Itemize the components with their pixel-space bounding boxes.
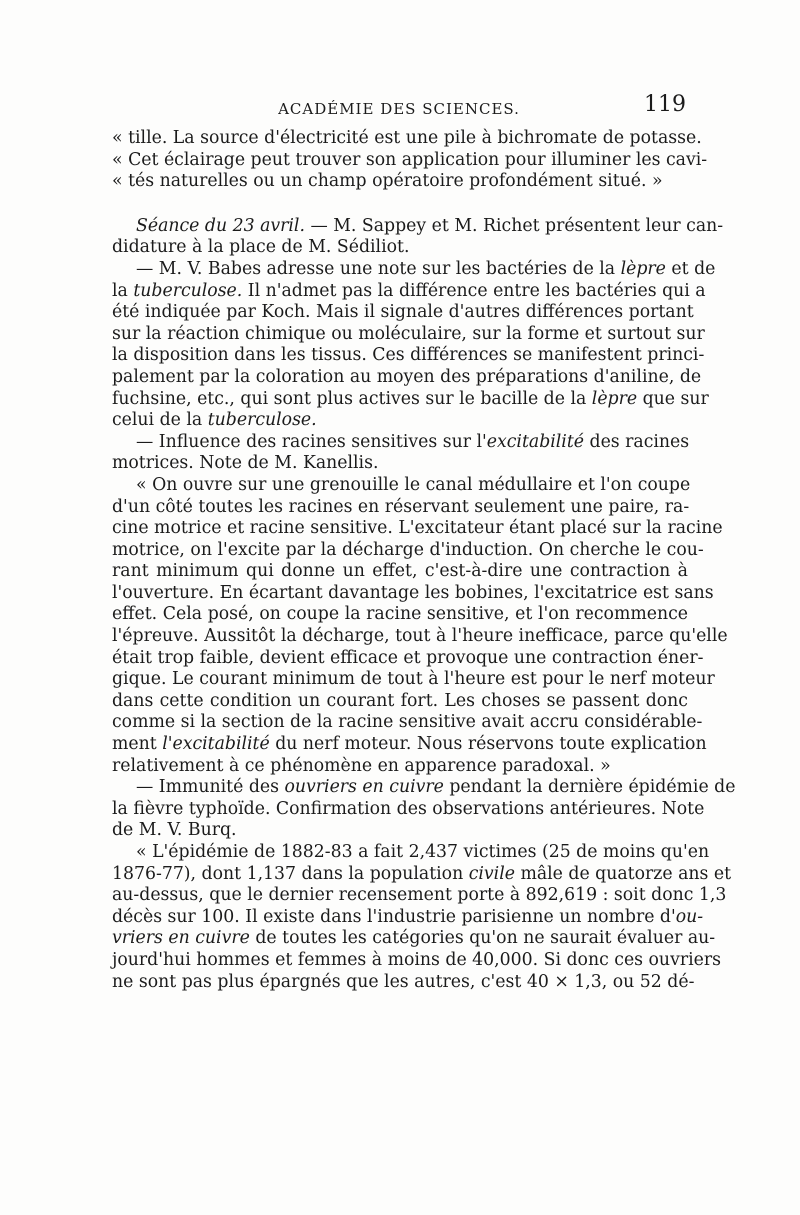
- text-line: l'ouverture. En écartant davantage les bobines, l'excitatrice est sans: [112, 582, 714, 603]
- text-line: [112, 388, 709, 411]
- text-line: était trop faible, devient efficace et provoque une contraction éner-: [112, 647, 704, 668]
- session-date: Séance du 23 avril.: [136, 215, 305, 236]
- text-line: cine motrice et racine sensitive. L'excitateur étant placé sur la racine: [112, 518, 723, 539]
- line-segment: — Influence des racines sensitives sur l': [136, 431, 487, 452]
- text-line: « On ouvre sur une grenouille le canal médullaire et l'on coupe: [136, 474, 691, 495]
- text-line: palement par la coloration au moyen des préparations d'aniline, de: [112, 366, 702, 387]
- text-line: été indiquée par Koch. Mais il signale d'autres différences portant: [112, 302, 694, 323]
- page-number: 119: [644, 92, 686, 117]
- text-line: l'épreuve. Aussitôt la décharge, tout à l'heure inefficace, parce qu'elle: [112, 626, 728, 647]
- body-text: [112, 128, 736, 993]
- text-line: ne sont pas plus épargnés que les autres, c'est 40 × 1,3, ou 52 dé-: [112, 971, 695, 992]
- line-segment: celui de la: [112, 410, 208, 431]
- text-line: dans cette condition un courant fort. Les choses se passent donc: [112, 690, 688, 711]
- italic-term: lèpre: [620, 258, 666, 279]
- line-segment: de toutes les catégories qu'on ne saurait évaluer au-: [249, 928, 716, 949]
- line-segment: la: [112, 280, 134, 301]
- text-line: « tés naturelles ou un champ opératoire profondément situé. »: [112, 171, 663, 192]
- text-line: didature à la place de M. Sédiliot.: [112, 237, 410, 258]
- text-line: au-dessus, que le dernier recensement porte à 892,619 : soit donc 1,3: [112, 885, 727, 906]
- line-segment: du nerf moteur. Nous réservons toute explication: [269, 734, 707, 755]
- text-line: de M. V. Burq.: [112, 820, 237, 841]
- italic-term: lèpre: [591, 388, 638, 409]
- text-line: d'un côté toutes les racines en réservant seulement une paire, ra-: [112, 496, 690, 517]
- italic-term: ou-: [675, 906, 704, 927]
- italic-term: tuberculose.: [133, 280, 243, 301]
- text-line: [112, 258, 716, 281]
- text-line: [112, 777, 736, 799]
- italic-term: excitabilité: [486, 431, 585, 452]
- text-line: [112, 215, 724, 238]
- line-segment: et de: [665, 258, 716, 279]
- text-line: [112, 280, 706, 303]
- line-segment: décès sur 100. Il existe dans l'industrie parisienne un nombre d': [112, 906, 676, 927]
- text-line: « L'épidémie de 1882-83 a fait 2,437 victimes (25 de moins qu'en: [136, 842, 710, 862]
- text-line: la disposition dans les tissus. Ces différences se manifestent princi-: [112, 345, 705, 366]
- line-segment: que sur: [637, 388, 709, 409]
- line-segment: mâle de quatorze ans et: [514, 863, 732, 884]
- line-segment: 1876-77), dont 1,137 dans la population: [112, 863, 469, 884]
- line-segment: — Immunité des: [136, 777, 285, 798]
- text-line: rant minimum qui donne un effet, c'est-à-dire une contraction à: [112, 561, 688, 582]
- text-line: [112, 906, 704, 929]
- text-line: [112, 863, 732, 886]
- line-segment: Il n'admet pas la différence entre les bactéries qui a: [242, 280, 706, 301]
- line-segment: — M. Sappey et M. Richet présentent leur can-: [304, 215, 724, 236]
- text-line: gique. Le courant minimum de tout à l'heure est pour le nerf moteur: [112, 669, 715, 690]
- italic-term: tuberculose.: [207, 410, 317, 431]
- text-line: « Cet éclairage peut trouver son application pour illuminer les cavi-: [112, 149, 708, 170]
- italic-term: l'excitabilité: [162, 734, 270, 755]
- text-line: motrice, on l'excite par la décharge d'induction. On cherche le cou-: [112, 539, 704, 560]
- text-line: « tille. La source d'électricité est une pile à bichromate de potasse.: [112, 128, 702, 148]
- line-segment: des racines: [584, 431, 690, 452]
- text-line: [112, 432, 688, 454]
- paragraph-gap: [112, 193, 688, 216]
- text-line: [112, 928, 716, 950]
- running-head: ACADÉMIE DES SCIENCES.: [278, 100, 520, 118]
- text-line: jourd'hui hommes et femmes à moins de 40,000. Si donc ces ouvriers: [112, 949, 721, 970]
- line-segment: ment: [112, 734, 163, 755]
- italic-term: civile: [468, 863, 515, 884]
- line-segment: pendant la dernière épidémie de: [443, 777, 736, 798]
- text-line: comme si la section de la racine sensitive avait accru considérable-: [112, 712, 703, 733]
- text-line: relativement à ce phénomène en apparence paradoxal. »: [112, 755, 611, 776]
- text-line: sur la réaction chimique ou moléculaire, sur la forme et surtout sur: [112, 323, 705, 344]
- text-line: motrices. Note de M. Kanellis.: [112, 453, 379, 474]
- italic-term: vriers en cuivre: [112, 928, 250, 949]
- text-line: effet. Cela posé, on coupe la racine sensitive, et l'on recommence: [112, 604, 688, 625]
- text-line: la fièvre typhoïde. Confirmation des observations antérieures. Note: [112, 798, 705, 819]
- line-segment: — M. V. Babes adresse une note sur les bactéries de la: [136, 258, 621, 279]
- italic-term: ouvriers en cuivre: [284, 777, 444, 798]
- text-line: [112, 410, 688, 432]
- line-segment: fuchsine, etc., qui sont plus actives sur le bacille de la: [112, 388, 592, 409]
- page-header: [112, 92, 686, 122]
- text-line: [112, 734, 707, 756]
